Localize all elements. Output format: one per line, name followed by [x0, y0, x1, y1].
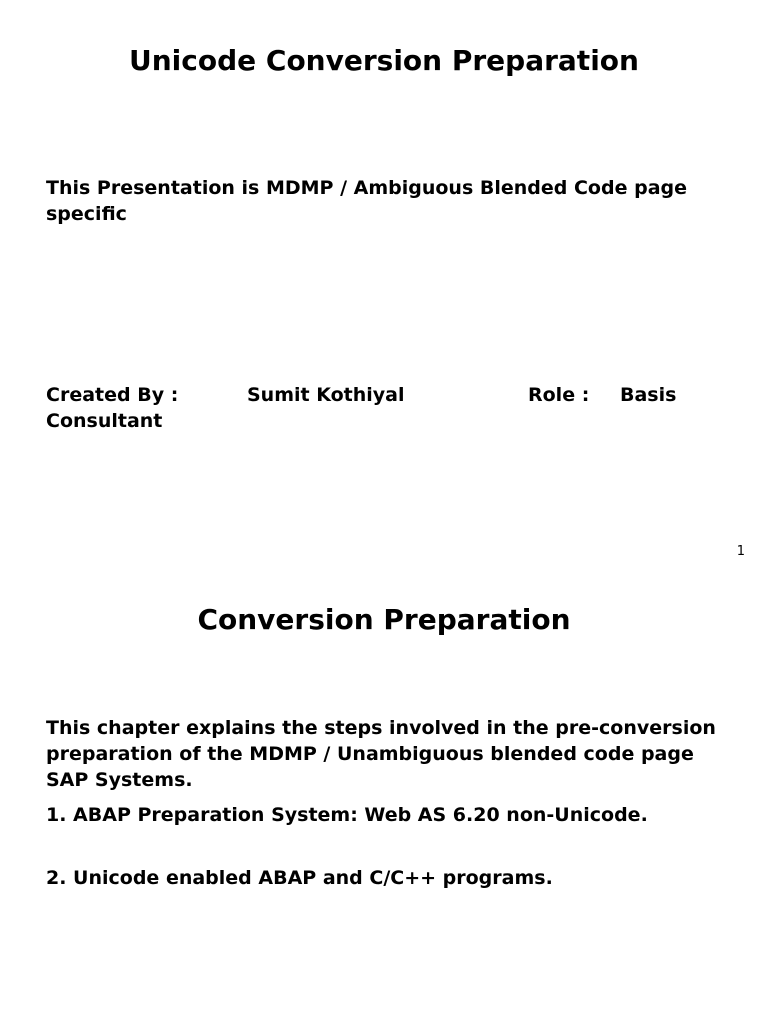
slide-title: Unicode Conversion Preparation: [129, 44, 639, 77]
slide-2: [0, 565, 768, 1024]
author-name: Sumit Kothiyal: [247, 384, 405, 406]
author-credit: [46, 382, 726, 434]
role-value-continued: Consultant: [46, 410, 163, 432]
page-number: 1: [736, 544, 745, 559]
role-value: Basis: [620, 384, 677, 406]
list-item: 1. ABAP Preparation System: Web AS 6.20 non-Unicode.: [46, 804, 648, 826]
created-by-label: Created By :: [46, 384, 179, 406]
slide-title: Conversion Preparation: [197, 603, 571, 636]
list-item: 2. Unicode enabled ABAP and C/C++ programs.: [46, 867, 553, 889]
role-label: Role :: [528, 384, 590, 406]
chapter-intro: This chapter explains the steps involved in the pre-conversion preparation of the MDMP / Unambiguous blended code page SAP Systems.: [46, 717, 716, 791]
slide-subtitle: This Presentation is MDMP / Ambiguous Blended Code page specific: [46, 177, 687, 225]
